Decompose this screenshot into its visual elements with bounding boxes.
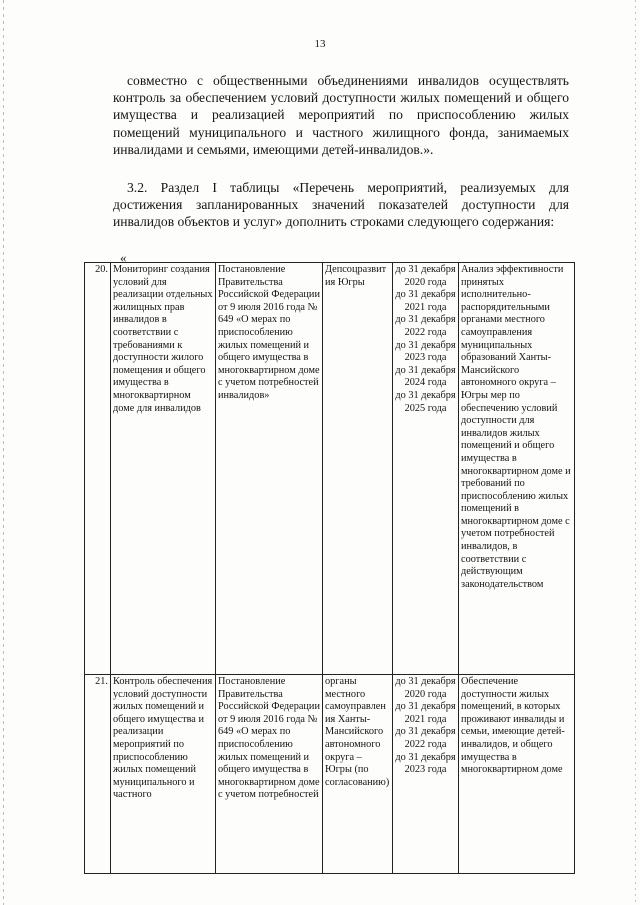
deadline: до 31 декабря 2025 года bbox=[395, 389, 456, 414]
measure-name-text: Контроль обеспечения условий доступности жилых помещений и общего имущества и реализации мероприятий по приспособлению жилых помещений муниципального и частного bbox=[113, 676, 213, 801]
deadline: до 31 декабря 2021 года bbox=[395, 701, 456, 725]
table-row bbox=[85, 675, 575, 874]
scan-edge-right bbox=[635, 0, 636, 905]
deadline: до 31 декабря 2021 года bbox=[395, 289, 456, 313]
row-number: 21. bbox=[85, 675, 111, 874]
legal-basis bbox=[216, 675, 323, 874]
expected-result bbox=[459, 675, 575, 874]
legal-basis: Постановление Правительства Российской Федерации от 9 июля 2016 года № 649 «О мерах по приспособлению жилых помещений и общего имущества в многоквартирном доме с учетом потребностей инвалидов» bbox=[216, 263, 323, 675]
deadline: до 31 декабря 2022 года bbox=[395, 314, 456, 338]
measures-table bbox=[84, 262, 575, 874]
opening-quote: « bbox=[120, 250, 127, 265]
deadline: до 31 декабря 2020 года bbox=[395, 264, 456, 288]
deadline: до 31 декабря 2023 года bbox=[395, 751, 456, 776]
deadlines bbox=[393, 675, 459, 874]
deadline: до 31 декабря 2023 года bbox=[395, 339, 456, 364]
page-number: 13 bbox=[314, 38, 326, 50]
measure-name: Мониторинг создания условий для реализации отдельных жилищных прав инвалидов в соответствии с требованиями к доступности жилого помещения и общего имущества в многоквартирном доме для инвалидов bbox=[111, 263, 216, 675]
deadline: до 31 декабря 2020 года bbox=[395, 676, 456, 700]
expected-result: Анализ эффективности принятых исполнительно-распорядительными органами местного самоуправления муниципальных образований Ханты-Мансийского автономного округа – Югры мер по обеспечению условий доступности для инвалидов жилых помещений и общего имущества в многоквартирном доме и требований по приспособлению жилых помещений в многоквартирном доме с учетом потребностей инвалидов, в соответствии с действующим законодательством bbox=[459, 263, 575, 675]
deadline: до 31 декабря 2022 года bbox=[395, 726, 456, 750]
legal-basis-text: Постановление Правительства Российской Федерации от 9 июля 2016 года № 649 «О мерах по приспособлению жилых помещений и общего имущества в многоквартирном доме с учетом потребностей bbox=[218, 676, 320, 801]
table-row bbox=[85, 263, 575, 675]
row-number: 20. bbox=[85, 263, 111, 675]
executor bbox=[323, 675, 393, 874]
scan-edge-left bbox=[3, 0, 4, 905]
deadlines bbox=[393, 263, 459, 675]
measure-name bbox=[111, 675, 216, 874]
executor-text: органы местного самоуправления Ханты-Мансийского автономного округа – Югры (по согласованию) bbox=[325, 676, 390, 788]
paragraph-continuation: совместно с общественными объединениями инвалидов осуществлять контроль за обеспечением условий доступности жилых помещений и общего имущества и реализацией мероприятий по приспособлению жилых помещений муниципального и частного жилищного фонда, занимаемых инвалидами и семьями, имеющими детей-инвалидов.». bbox=[113, 73, 569, 157]
executor: Депсоцразвития Югры bbox=[323, 263, 393, 675]
deadline: до 31 декабря 2024 года bbox=[395, 364, 456, 389]
paragraph-section-3-2: 3.2. Раздел I таблицы «Перечень мероприятий, реализуемых для достижения запланированных значений показателей доступности для инвалидов объектов и услуг» дополнить строками следующего содержания: bbox=[113, 180, 569, 230]
expected-result-text: Обеспечение доступности жилых помещений, в которых проживают инвалиды и семьи, имеющие детей-инвалидов, и общего имущества в многоквартирном доме bbox=[461, 676, 565, 776]
